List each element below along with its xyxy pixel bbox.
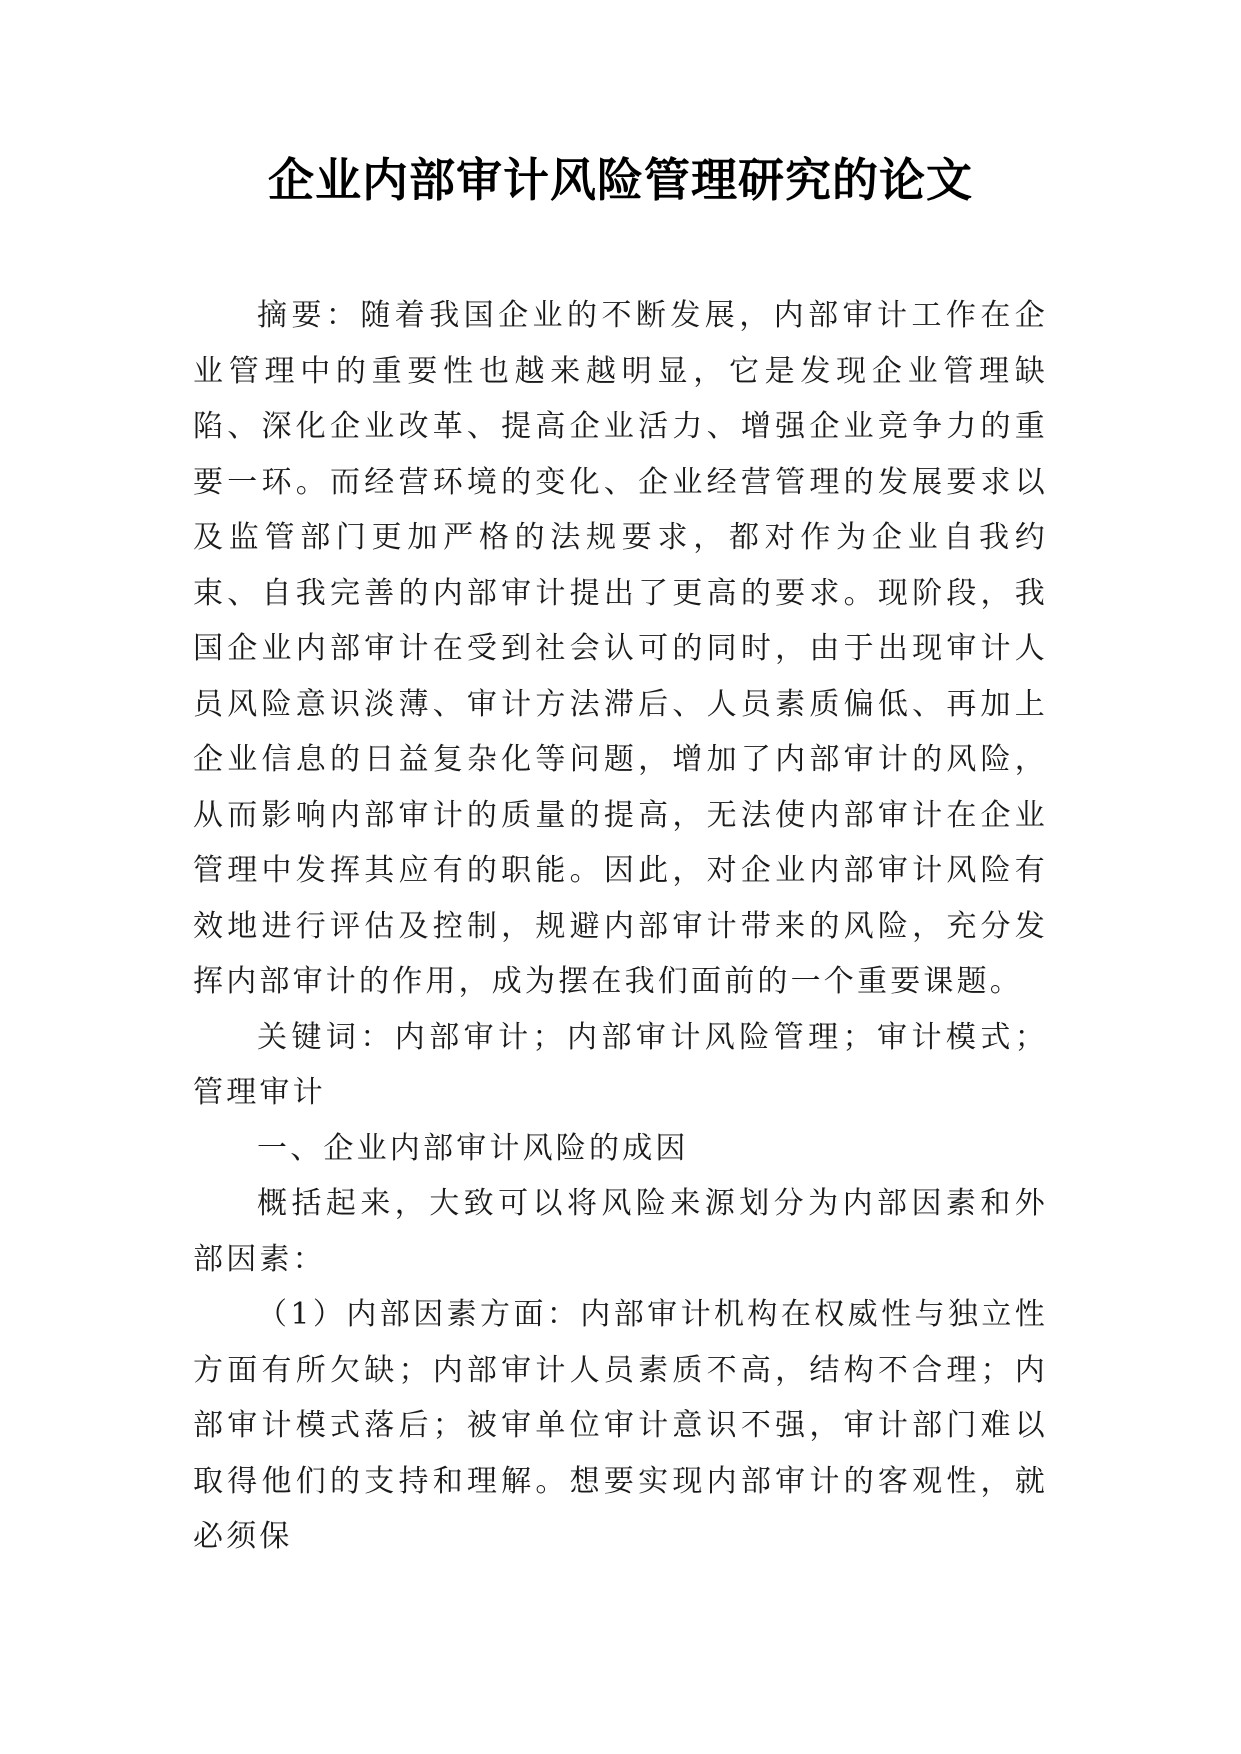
keywords-paragraph: 关键词：内部审计；内部审计风险管理；审计模式；管理审计 xyxy=(193,1019,1048,1110)
abstract-paragraph: 摘要：随着我国企业的不断发展，内部审计工作在企业管理中的重要性也越来越明显，它是发现企业管理缺陷、深化企业改革、提高企业活力、增强企业竞争力的重要一环。而经营环境的变化、企业经营管理的发展要求以及监管部门更加严格的法规要求，都对作为企业自我约束、自我完善的内部审计提出了更高的要求。现阶段，我国企业内部审计在受到社会认可的同时，由于出现审计人员风险意识淡薄、审计方法滞后、人员素质偏低、再加上企业信息的日益复杂化等问题，增加了内部审计的风险，从而影响内部审计的质量的提高，无法使内部审计在企业管理中发挥其应有的职能。因此，对企业内部审计风险有效地进行评估及控制，规避内部审计带来的风险，充分发挥内部审计的作用，成为摆在我们面前的一个重要课题。 xyxy=(193,298,1048,999)
body-paragraph: 概括起来，大致可以将风险来源划分为内部因素和外部因素： xyxy=(193,1186,1048,1277)
body-paragraph: （1）内部因素方面：内部审计机构在权威性与独立性方面有所欠缺；内部审计人员素质不高，结构不合理；内部审计模式落后；被审单位审计意识不强，审计部门难以取得他们的支持和理解。想要实现内部审计的客观性，就必须保 xyxy=(193,1297,1048,1554)
document-body xyxy=(193,288,1048,1565)
section-heading: 一、企业内部审计风险的成因 xyxy=(257,1130,689,1166)
document-title: 企业内部审计风险管理研究的论文 xyxy=(268,153,973,207)
